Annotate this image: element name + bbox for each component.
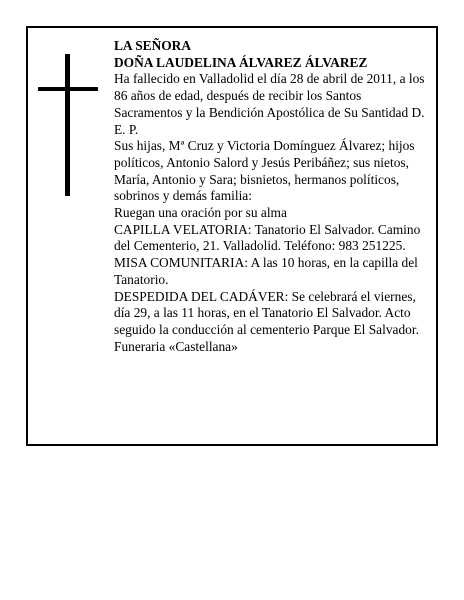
farewell-details: DESPEDIDA DEL CADÁVER: Se celebrará el viernes, día 29, a las 11 horas, en el Tanatorio El Salvador. Acto seguido la conducción al cementerio Parque El Salvador. [114,288,419,337]
mass-details: MISA COMUNITARIA: A las 10 horas, en la capilla del Tanatorio. [114,255,418,287]
latin-cross-icon [38,54,98,196]
obituary-title: LA SEÑORA [114,38,192,53]
prayer-request: Ruegan una oración por su alma [114,205,287,221]
funeral-home: Funeraria «Castellana» [114,338,238,354]
family-list: Sus hijas, Mª Cruz y Victoria Domínguez Álvarez; hijos políticos, Antonio Salord y Jesús Peribáñez; sus nietos, María, Antonio y Sara; bisnietos, hermanos políticos, sobrinos y demás familia: [114,138,415,204]
death-announcement: Ha fallecido en Valladolid el día 28 de abril de 2011, a los 86 años de edad, después de recibir los Santos Sacramentos y la Bendición Apostólica de Su Santidad D. E. P. [114,71,425,137]
cross-horizontal-bar [38,87,98,91]
cross-vertical-bar [65,54,70,196]
obituary-text [114,38,426,355]
wake-details: CAPILLA VELATORIA: Tanatorio El Salvador. Camino del Cementerio, 21. Valladolid. Teléfono: 983 251225. [114,221,421,254]
deceased-name: DOÑA LAUDELINA ÁLVAREZ ÁLVAREZ [114,54,368,70]
